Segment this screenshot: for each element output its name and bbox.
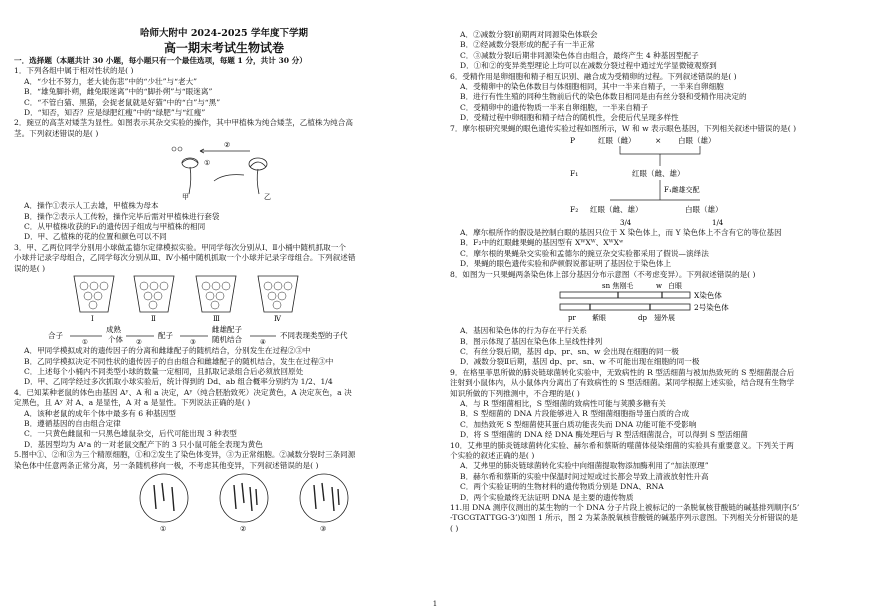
q5-label-1: ① [160,524,167,533]
cross-p: P [570,136,576,146]
page-number: 1 [432,600,438,608]
q4-option-d: D．基因型均为 Aʸa 的一对老鼠交配产下的 3 只小鼠可能全表现为黄色 [24,439,263,449]
q2-option-b: B．操作②表示人工传粉，操作完毕后需对甲植株进行套袋 [24,211,220,221]
flow-random: 随机结合 [212,335,242,345]
q7-option-c: C．摩尔根的果蝇杂交实验和孟德尔的豌豆杂交实验都采用了假说—演绎法 [460,248,709,258]
cross-f2-white: 白眼（雄） [685,205,723,215]
q3-option-a: A．甲同学模拟成对的遗传因子的分离和雌雄配子的随机结合，分别发生在过程②③中 [24,346,311,356]
cross-times: × [655,136,662,146]
q7-figure [450,134,860,228]
gene-dp: dp [638,314,647,323]
q1-option-c: C．“不管白猫、黑猫，会捉老鼠就是好猫”中的“白”与“黑” [24,97,221,107]
flow-offspring: 不同表现类型的子代 [280,331,348,341]
q2-label-1: ① [204,159,211,168]
flow-step-4: ④ [260,338,266,347]
q5-stem-line2: 染色体中任意两条正常分离，另一条随机移向一极，不考虑其他变异，下列叙述错误的是( ) [14,460,319,470]
bucket-label-3: Ⅲ [213,315,220,324]
gene-sn: sn 焦刚毛 [602,282,634,291]
q6-option-b: B．进行有性生殖的同种生物前后代的染色体数目相同是由有丝分裂和受精作用决定的 [460,92,747,102]
q4-option-b: B．遵循基因的自由组合定律 [24,418,121,428]
q4-stem-line1: 4．已知某种老鼠的体色由基因 Aʸ、A 和 a 决定，Aʸ（纯合胚胎致死）决定黄色，A 决定灰色，a 决 [14,387,352,397]
q2-label-yi: 乙 [264,193,271,202]
q1-option-b: B．“雄兔脚扑朔，雌兔眼迷离”中的“脚扑朔”与“眼迷离” [24,87,213,97]
cross-f2-red: 红眼（雌、雄） [590,205,643,215]
q8-option-a: A．基因和染色体的行为存在平行关系 [460,326,587,336]
q11-stem-line3: ( ) [450,523,459,533]
q7-option-d: D．果蝇的眼色遗传实验和萨顿假说都证明了基因位于染色体上 [460,259,672,269]
spermatogonia-diagram [14,471,434,533]
q2-label-jia: 甲 [182,193,189,202]
pollination-diagram [14,139,434,201]
q4-stem-line2: 定黑色，且 Aʸ 对 A、a 是显性，A 对 a 是显性。下列说法正确的是( ) [14,398,251,408]
q11-stem-line2: -TGCGTATTGG-3’)如图 1 所示，图 2 为某条脱氧核苷酸链的碱基序列示意图。下列相关分析错误的是 [450,513,798,523]
q5-label-2: ② [240,524,247,533]
flow-step-2: ② [136,338,142,347]
q2-option-c: C．从甲植株收获的F₁的遗传因子组成与甲植株的相同 [24,222,206,232]
q5-label-3: ③ [320,524,327,533]
q7-option-b: B．F₂中的红眼雌果蝇的基因型有 XᵂXᵂ、XᵂXʷ [460,238,624,248]
q10-option-d: D．两个实验最终无法证明 DNA 是主要的遗传物质 [460,492,634,502]
flow-individual: 个体 [108,335,123,345]
q5-option-d: D．①和②的变异类型理论上均可以在减数分裂过程中通过光学显微镜观察到 [460,61,717,71]
flow-zygote: 合子 [48,331,63,341]
x-chromosome-label: X染色体 [694,291,722,301]
cross-f1-pheno: 红眼（雌、雄） [632,169,685,179]
q9-option-b: B．S 型细菌的 DNA 片段能够进入 R 型细菌细胞指导蛋白质的合成 [460,409,690,419]
cross-p-male: 白眼（雄） [678,136,716,146]
q4-option-c: C．一只黄色雌鼠和一只黑色雄鼠杂交，后代可能出现 3 种表型 [24,429,237,439]
q3-option-c: C．上述每个小桶内不同类型小球的数量一定相同，且抓取记录组合后必须放回原处 [24,366,304,376]
q5-figure [14,471,434,533]
q9-stem-line2: 注射到小鼠体内，从小鼠体内分离出了有致病性的 S 型活细菌。某同学根据上述实验，结合现有生物学 [450,378,795,388]
cross-ratio-red: 3/4 [620,219,632,228]
flow-gametes: 雌雄配子 [212,325,242,335]
q3-stem-line3: 误的是( ) [14,263,46,273]
q9-stem-line1: 9．在格里菲思所做的肺炎链球菌转化实验中，无致病性的 R 型活细菌与被加热致死的 S 型细菌混合后 [450,367,795,377]
q2-label-2: ② [224,141,231,150]
cross-f1: F₁ [570,169,579,179]
left-column [14,0,434,533]
gene-white-eye: 白眼 [668,282,682,291]
q1-stem: 1．下列各组中属于相对性状的是( ) [14,66,134,76]
q2-stem-line2: 茎。下列叙述错误的是( ) [14,128,99,138]
q1-option-d: D．“知否，知否？应是绿肥红瘦”中的“绿肥”与“红瘦” [24,108,206,118]
q5-stem-line1: 5.图中①、②和③为三个精原细胞，①和②发生了染色体变异，③为正常细胞。②减数分裂时三条同源 [14,450,356,460]
exam-title-line2: 高一期末考试生物试卷 [163,41,284,55]
q5-option-b: B．②经减数分裂形成的配子有一半正常 [460,40,595,50]
bucket-label-4: Ⅳ [274,315,281,324]
bucket-label-1: Ⅰ [91,315,94,324]
q8-option-c: C．有丝分裂后期，基因 dp、pr、sn、w 会出现在细胞的同一极 [460,346,679,356]
q10-option-a: A．艾弗里的肺炎链球菌转化实验中向细菌提取物添加酶利用了“加法原理” [460,461,709,471]
chromosome-diagram [450,280,860,326]
q5-option-c: C．③减数分裂Ⅰ后期非同源染色体自由组合，最终产生 4 种基因型配子 [460,50,699,60]
q6-option-c: C．受精卵中的遗传物质一半来自卵细胞，一半来自精子 [460,102,649,112]
q10-stem-line2: 个实验的叙述正确的是( ) [450,450,535,460]
q6-option-a: A．受精卵中的染色体数目与体细胞相同，其中一半来自精子，一半来自卵细胞 [460,82,724,92]
bucket-label-2: Ⅱ [151,315,156,324]
q9-option-d: D．将 S 型细菌的 DNA 经 DNA 酶处理后与 R 型活细菌混合，可以得到 S 型活细菌 [460,430,748,440]
q9-option-c: C．加热致死 S 型细菌使其蛋白质功能丧失而 DNA 功能可能不受影响 [460,419,697,429]
right-column [450,0,860,534]
cross-f1-mating: F₁雌雄交配 [664,186,700,195]
cross-f2: F₂ [570,205,579,215]
q2-stem-line1: 2．豌豆的高茎对矮茎为显性。如图表示其杂交实验的操作，其中甲植株为纯合矮茎，乙植株为纯合高 [14,118,353,128]
q2-figure [14,139,434,201]
q10-option-c: C．两个实验证明的生物材料的遗传物质分别是 DNA、RNA [460,482,664,492]
q10-option-b: B．赫尔希和蔡斯的实验中保温时间过短或过长都会导致上清液放射性升高 [460,471,709,481]
q3-stem-line1: 3．甲、乙两位同学分别用小球做孟德尔定律模拟实验。甲同学每次分别从Ⅰ、Ⅱ小桶中随机抓取一个 [14,242,346,252]
q9-stem-line3: 知识所做的下列推测中，不合理的是( ) [450,388,580,398]
flow-step-1: ① [82,338,88,347]
exam-title-line1: 哈师大附中 2024-2025 学年度下学期 [140,28,308,39]
cross-p-female: 红眼（雌） [598,136,636,146]
q6-stem: 6．受精作用是卵细胞和精子相互识别、融合成为受精卵的过程。下列叙述错误的是( ) [450,71,737,81]
flow-step-3: ③ [190,338,196,347]
gene-wing: 翅外展 [654,314,675,323]
q3-option-d: D．甲、乙同学经过多次抓取小球实验后，统计得到的 Dd、ab 组合概率分别约为 1/2、1/4 [24,377,333,387]
q8-option-b: B．图示体现了基因在染色体上呈线性排列 [460,336,603,346]
q3-option-b: B．乙同学模拟决定不同性状的遗传因子的自由组合和雌雄配子的随机结合，发生在过程③中 [24,356,334,366]
q11-stem-line1: 11.用 DNA 测序仪测出的某生物的一个 DNA 分子片段上被标记的一条脱氧核苷酸链的碱基排列顺序(5’ [450,503,800,512]
q9-option-a: A．与 R 型细菌相比，S 型细菌的致病性可能与荚膜多糖有关 [460,398,666,408]
q8-option-d: D．减数分裂Ⅱ后期，基因 dp、pr、sn、w 不可能出现在细胞的同一极 [460,357,700,367]
gene-purple-eye: 紫眼 [592,314,606,323]
q2-option-d: D．甲、乙植株的花的位置和颜色可以不同 [24,232,167,242]
q5-option-a: A．②减数分裂Ⅰ前期两对同源染色体联会 [460,30,598,39]
gene-pr: pr [568,314,576,323]
q10-stem-line1: 10．艾弗里的肺炎链球菌转化实验、赫尔希和蔡斯的噬菌体侵染细菌的实验具有重要意义。下列关于两 [450,440,794,450]
q7-stem: 7．摩尔根研究果蝇的眼色遗传实验过程如图所示，W 和 w 表示眼色基因，下列相关叙述中错误的是( ) [450,123,797,133]
q1-option-a: A．“少壮不努力，老大徒伤悲”中的“少壮”与“老大” [24,76,198,86]
flow-mature: 成熟 [106,325,121,335]
cross-diagram [450,134,860,228]
q6-option-d: D．受精过程中卵细胞和精子结合的随机性，会使后代呈现多样性 [460,113,679,123]
q8-stem: 8．如图为一只果蝇两条染色体上部分基因分布示意图（不考虑变异）。下列叙述错误的是( ) [450,269,756,279]
q8-figure [450,280,860,326]
q4-option-a: A．该种老鼠的成年个体中最多有 6 种基因型 [24,408,176,418]
q7-option-a: A．摩尔根所作的假设是控制白眼的基因只位于 X 染色体上，而 Y 染色体上不含有它的等位基因 [460,228,782,238]
bucket-diagram [14,274,434,346]
cross-ratio-white: 1/4 [712,219,724,228]
q3-figure [14,274,434,346]
flow-gamete: 配子 [158,331,173,341]
section-heading: 一．选择题（本题共计 30 小题，每小题只有一个最佳选项，每题 1 分，共计 30 分） [14,56,307,65]
q3-stem-line2: 小球并记录字母组合，乙同学每次分别从Ⅲ、Ⅳ小桶中随机抓取一个小球并记录字母组合。下列叙述错 [14,253,356,263]
gene-w: w [656,282,662,291]
chromosome-2-label: 2号染色体 [694,303,729,313]
q2-option-a: A．操作①表示人工去雄，甲植株为母本 [24,201,159,211]
